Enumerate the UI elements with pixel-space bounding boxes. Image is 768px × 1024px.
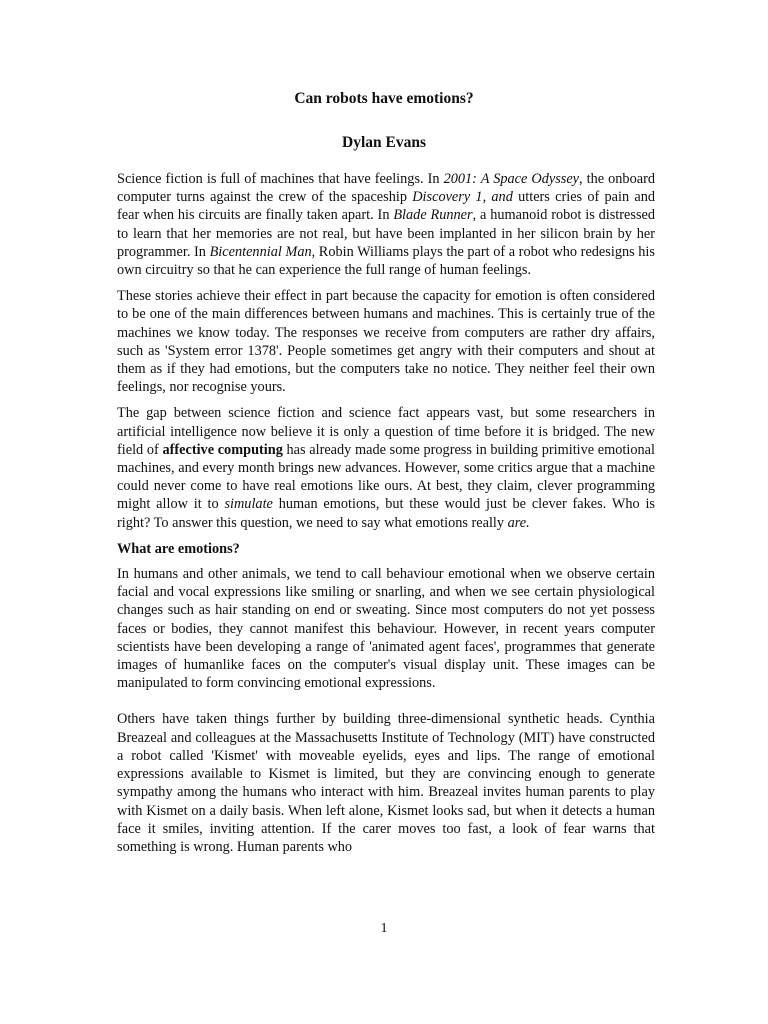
film-title: 2001: A Space Odyssey	[443, 171, 580, 187]
film-title: Blade Runner	[393, 207, 473, 224]
text-run: , a humanoid robot is distressed to learn that her memories are not real, but have been implanted in her silicon brain by her programmer. In	[117, 207, 655, 260]
paragraph-gap	[117, 404, 655, 531]
text-run: The gap between science fiction and science fact appears vast, but some researchers in artificial intelligence now believe it is only a question of time before it is bridged. The new field of	[117, 405, 655, 458]
italic-term: are.	[507, 514, 530, 531]
paragraph-stories: These stories achieve their effect in part because the capacity for emotion is often considered to be one of the main differences between humans and machines. This is certainly true of the machines we know today. The responses we receive from computers are rather dry affairs, such as 'System error 1378'. People sometimes get angry with their computers and shout at them as if they had emotions, but the computers take no notice. They neither feel their own feelings, nor recognise yours.	[117, 288, 655, 396]
document-body	[117, 170, 655, 864]
bold-term: affective computing	[162, 441, 283, 458]
text-run: , Robin Williams plays the part of a robot who redesigns his own circuitry so that he can experience the full range of human feelings.	[117, 243, 655, 279]
text-run: , the onboard computer turns against the crew of the spaceship	[117, 171, 655, 206]
paragraph-emotions: In humans and other animals, we tend to call behaviour emotional when we observe certain facial and vocal expressions like smiling or snarling, and when we see certain physiological changes such as hair standing on end or sweating. Since most computers do not yet possess faces or bodies, they cannot manifest this behaviour. However, in recent years computer scientists have been developing a range of 'animated agent faces', programmes that generate images of humanlike faces on the computer's visual display unit. These images can be manipulated to form convincing emotional expressions.	[117, 566, 655, 692]
text-run: utters cries of pain and fear when his circuits are finally taken apart. In	[117, 189, 655, 224]
text-run: human emotions, but these would just be clever fakes. Who is right? To answer this question, we need to say what emotions really	[117, 496, 655, 531]
document-author: Dylan Evans	[342, 134, 426, 151]
italic-term: simulate	[224, 496, 273, 513]
section-heading: What are emotions?	[117, 540, 240, 557]
spaceship-name: Discovery 1, and	[412, 189, 513, 206]
text-run: Science fiction is full of machines that have feelings. In	[117, 171, 444, 187]
document-title: Can robots have emotions?	[294, 90, 474, 107]
text-run: has already made some progress in building primitive emotional machines, and every month brings new advances. However, some critics argue that a machine could never come to have real emotions like ours. At best, they claim, clever programming might allow it to	[117, 441, 655, 513]
film-title: Bicentennial Man	[209, 243, 312, 260]
paragraph-kismet: Others have taken things further by building three-dimensional synthetic heads. Cynthia Breazeal and colleagues at the Massachusetts Institute of Technology (MIT) have constructed a robot called 'Kismet' with moveable eyelids, eyes and lips. The range of emotional expressions available to Kismet is limited, but they are convincing enough to generate sympathy among the humans who interact with him. Breazeal invites human parents to play with Kismet on a daily basis. When left alone, Kismet looks sad, but when it detects a human face it smiles, inviting attention. If the carer moves too fast, a look of fear warns that something is wrong. Human parents who	[117, 711, 655, 855]
page-number: 1	[380, 921, 388, 936]
paragraph-intro	[117, 170, 655, 279]
